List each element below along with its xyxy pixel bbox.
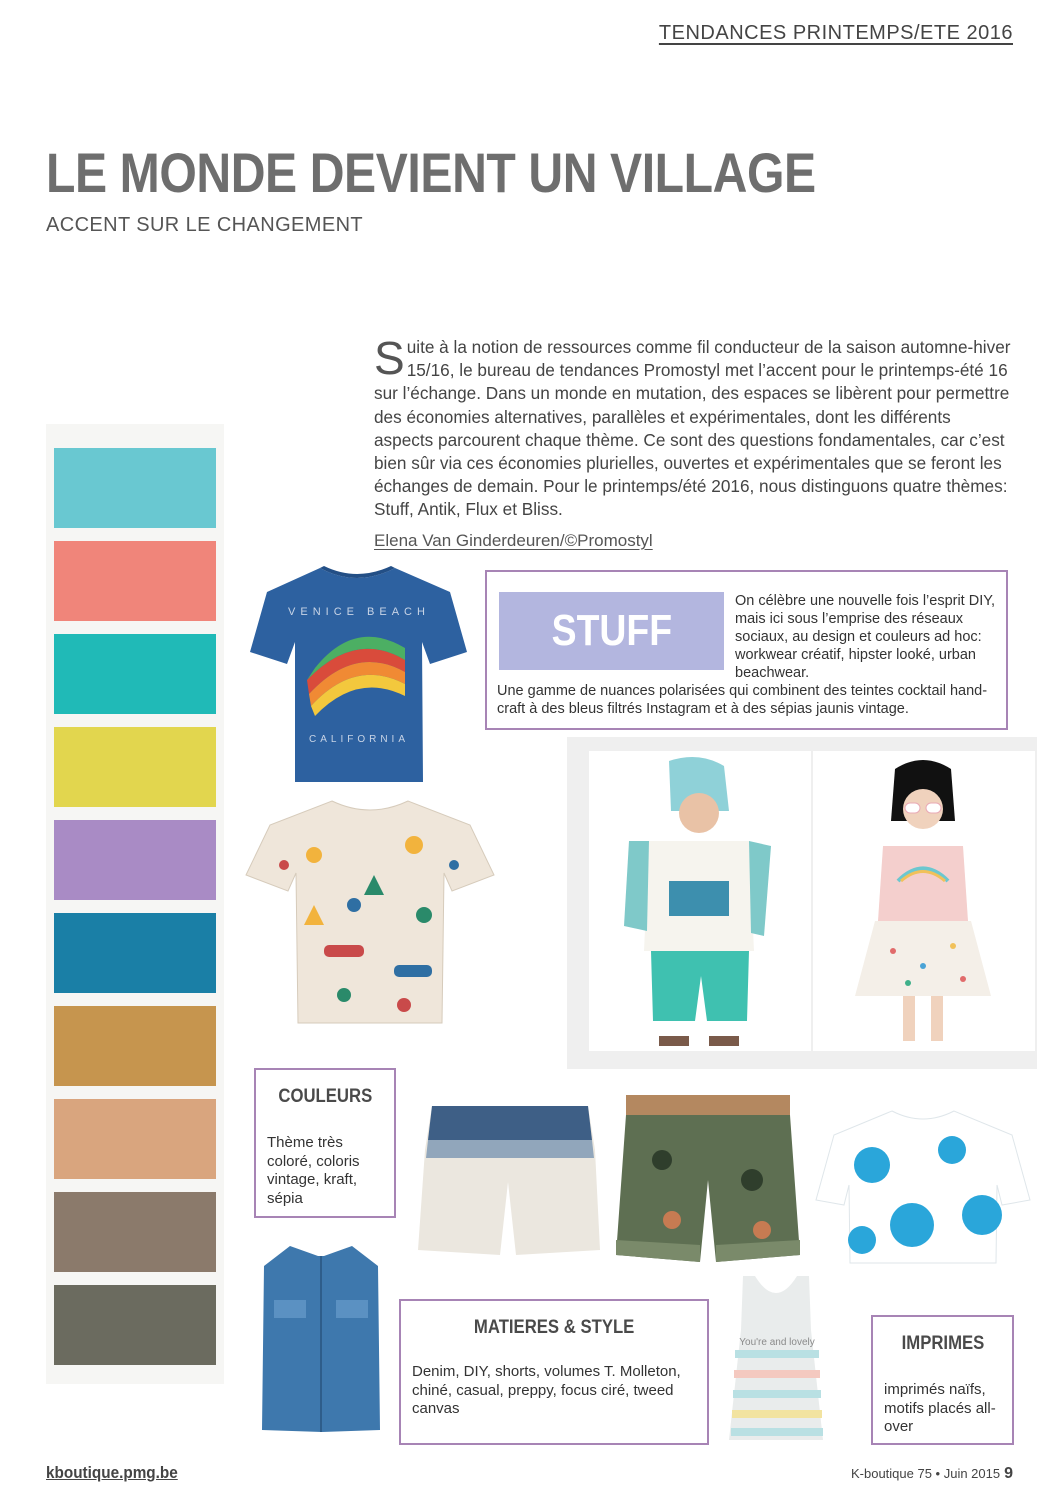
stuff-theme-box — [485, 570, 1008, 730]
drop-cap: S — [374, 332, 405, 384]
color-swatch — [54, 1099, 216, 1179]
tank-print-text: You're and lovely — [739, 1337, 815, 1348]
color-swatch — [54, 541, 216, 621]
couleurs-box — [254, 1068, 396, 1218]
palm-shorts-image — [612, 1090, 804, 1270]
stuff-color-description: Une gamme de nuances polarisées qui combinent des teintes cocktail hand-craft à des bleus filtrés Instagram et à des sépias jaunis vintage. — [497, 683, 988, 717]
couleurs-text: Thème très coloré, coloris vintage, kraft, sépia — [267, 1134, 360, 1207]
footer-issue — [851, 1465, 1013, 1483]
imprimes-text: imprimés naïfs, motifs placés all-over — [884, 1381, 996, 1435]
color-swatch — [54, 1192, 216, 1272]
page-title: LE MONDE DEVIENT UN VILLAGE — [46, 141, 816, 204]
color-swatch — [54, 1285, 216, 1365]
page-number: 9 — [1004, 1465, 1013, 1482]
venice-beach-tshirt-image — [245, 560, 470, 790]
matieres-title: MATIERES & STYLE — [473, 1317, 635, 1338]
color-swatch — [54, 448, 216, 528]
page-subtitle: ACCENT SUR LE CHANGEMENT — [46, 214, 364, 236]
stuff-label: STUFF — [499, 592, 724, 670]
issue-info: K-boutique 75 • Juin 2015 — [850, 1466, 1001, 1481]
kids-fashion-photo — [567, 737, 1037, 1069]
color-swatch — [54, 1006, 216, 1086]
denim-vest-image — [252, 1240, 390, 1435]
matieres-text: Denim, DIY, shorts, volumes T. Molleton, chiné, casual, preppy, focus ciré, tweed canvas — [412, 1363, 681, 1417]
footer-url-link[interactable]: kboutique.pmg.be — [46, 1463, 178, 1482]
matieres-style-box — [399, 1299, 709, 1445]
stuff-description: On célèbre une nouvelle fois l’esprit DIY, mais ici sous l’emprise des réseaux sociaux, au design et couleurs ad hoc: workwear créatif, hipster looké, urban beachwear. — [735, 593, 996, 681]
couleurs-title: COULEURS — [278, 1086, 372, 1107]
intro-paragraph — [374, 332, 1014, 522]
printed-tshirt-image — [244, 795, 496, 1030]
color-swatch — [54, 634, 216, 714]
striped-tank-image — [725, 1270, 827, 1445]
print-top-image — [812, 1105, 1034, 1265]
color-swatch — [54, 820, 216, 900]
intro-text: uite à la notion de ressources comme fil conducteur de la saison automne-hiver 15/16, le bureau de tendances Promostyl met l’accent pour le printemps-été 16 sur l’échange. Dans un monde en mutation, des espaces se libèrent pour permettre des économies alternatives, parallèles et expérimentales, dont les différents aspects parcourent chaque thème. Ce sont des questions fondamentales, car c’est bien sûr via ces économies plurielles, ouvertes et expérimentales que se feront les échanges de demain. Pour le printemps/été 2016, nous distinguons quatre thèmes: Stuff, Antik, Flux et Bliss. — [374, 337, 1011, 520]
imprimes-title: IMPRIMES — [901, 1333, 984, 1354]
section-tag: TENDANCES PRINTEMPS/ETE 2016 — [658, 22, 1013, 44]
photo-girl — [813, 751, 1035, 1051]
author-credit: Elena Van Ginderdeuren/©Promostyl — [374, 531, 653, 550]
imprimes-box — [871, 1315, 1014, 1445]
shirt-text-top: VENICE BEACH — [288, 606, 430, 618]
color-palette — [46, 424, 224, 1384]
photo-boy — [589, 751, 811, 1051]
shirt-text-bottom: CALIFORNIA — [308, 734, 410, 745]
color-swatch — [54, 913, 216, 993]
color-swatch — [54, 727, 216, 807]
denim-shorts-image — [410, 1100, 605, 1265]
